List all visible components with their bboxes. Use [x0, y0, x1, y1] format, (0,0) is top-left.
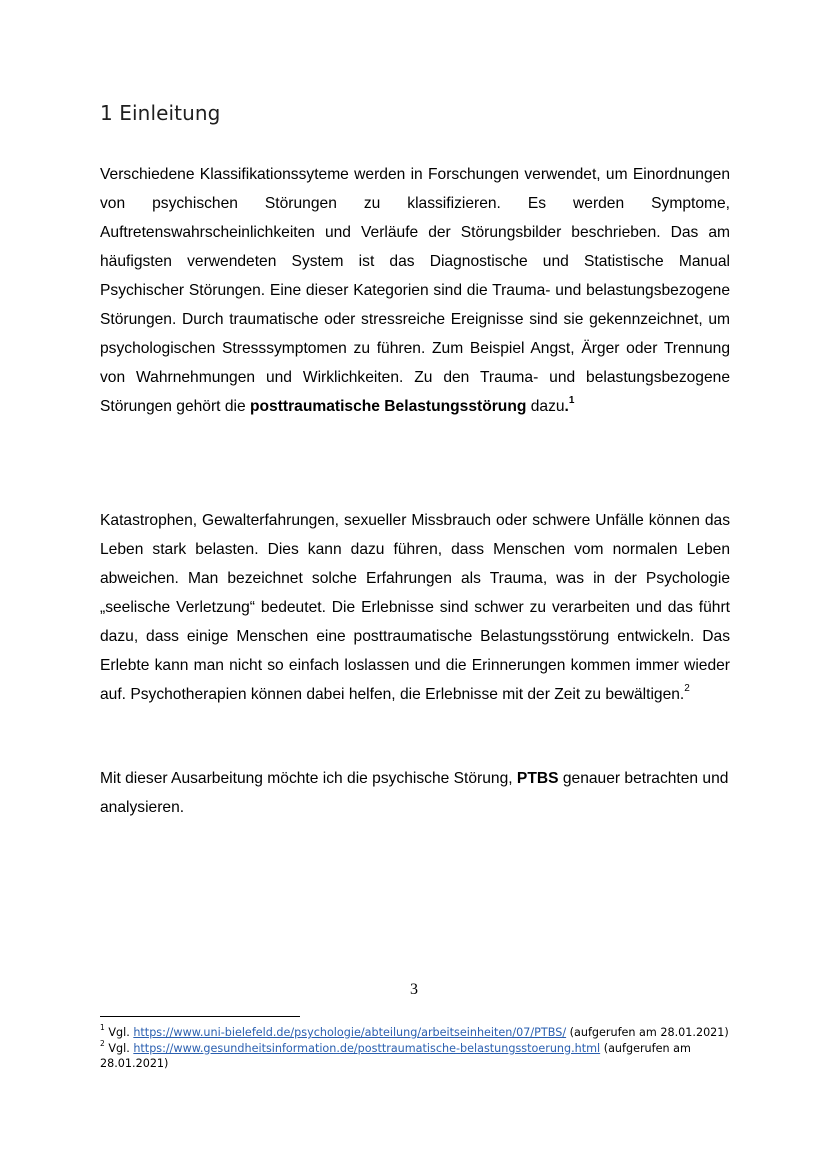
footnote-reference[interactable]: 2 — [684, 682, 690, 694]
paragraph-text: Verschiedene Klassifikationssyteme werden in Forschungen verwendet, um Einordnungen von psychischen Störungen zu klassifizieren. Es werden Symptome, Auftretenswahrscheinlichkeiten und Verläufe der Störungsbilder beschrieben. Das am häufigsten verwendeten System ist das Diagnostische und Statistische Manual Psychischer Störungen. Eine dieser Kategorien sind die Trauma- und belastungsbezogene Störungen. Durch traumatische oder stressreiche Ereignisse sind sie gekennzeichnet, um psychologischen Stresssymptomen zu führen. Zum Beispiel Angst, Ärger oder Trennung von Wahrnehmungen und Wirklichkeiten. Zu den Trauma- und belastungsbezogene Störungen gehört die — [100, 166, 730, 415]
footnote-link[interactable]: https://www.gesundheitsinformation.de/posttraumatische-belastungsstoerung.html — [133, 1041, 601, 1055]
paragraph-text-end: dazu — [526, 398, 565, 415]
bold-term: PTBS — [516, 770, 559, 787]
footnote-reference[interactable]: 1 — [568, 394, 575, 406]
intro-paragraph-1 — [100, 160, 730, 421]
footnote-number: 2 — [100, 1038, 105, 1048]
bold-term: posttraumatische Belastungsstörung — [249, 398, 527, 415]
paragraph-text: Katastrophen, Gewalterfahrungen, sexueller Missbrauch oder schwere Unfälle können das Leben stark belasten. Dies kann dazu führen, dass Menschen vom normalen Leben abweichen. Man bezeichnet solche Erfahrungen als Trauma, was in der Psychologie „seelische Verletzung“ bedeutet. Die Erlebnisse sind schwer zu verarbeiten und das führt dazu, dass einige Menschen eine posttraumatische Belastungsstörung entwickeln. Das Erlebte kann man nicht so einfach loslassen und die Erinnerungen kommen immer wieder auf. Psychotherapien können dabei helfen, die Erlebnisse mit der Zeit zu bewältigen. — [100, 512, 730, 703]
intro-paragraph-2 — [100, 506, 730, 709]
section-heading: 1 Einleitung — [100, 101, 221, 125]
footnote-1 — [100, 1025, 740, 1041]
footnote-prefix: Vgl. — [104, 1026, 134, 1039]
footnote-suffix: (aufgerufen am 28.01.2021) — [566, 1026, 729, 1039]
footnotes — [100, 1025, 740, 1072]
paragraph-text-end: genauer betrachten und analysieren. — [100, 770, 729, 816]
intro-paragraph-3 — [100, 764, 730, 822]
page-number: 3 — [410, 981, 418, 998]
paragraph-period: . — [564, 398, 569, 415]
footnote-2 — [100, 1038, 740, 1072]
footnote-number: 1 — [100, 1023, 105, 1033]
footnote-prefix: Vgl. — [104, 1041, 134, 1055]
footnote-separator — [100, 1016, 300, 1017]
paragraph-text: Mit dieser Ausarbeitung möchte ich die psychische Störung, — [100, 770, 517, 787]
footnote-suffix: (aufgerufen am 28.01.2021) — [100, 1041, 691, 1070]
footnote-link[interactable]: https://www.uni-bielefeld.de/psychologie/abteilung/arbeitseinheiten/07/PTBS/ — [133, 1026, 567, 1039]
